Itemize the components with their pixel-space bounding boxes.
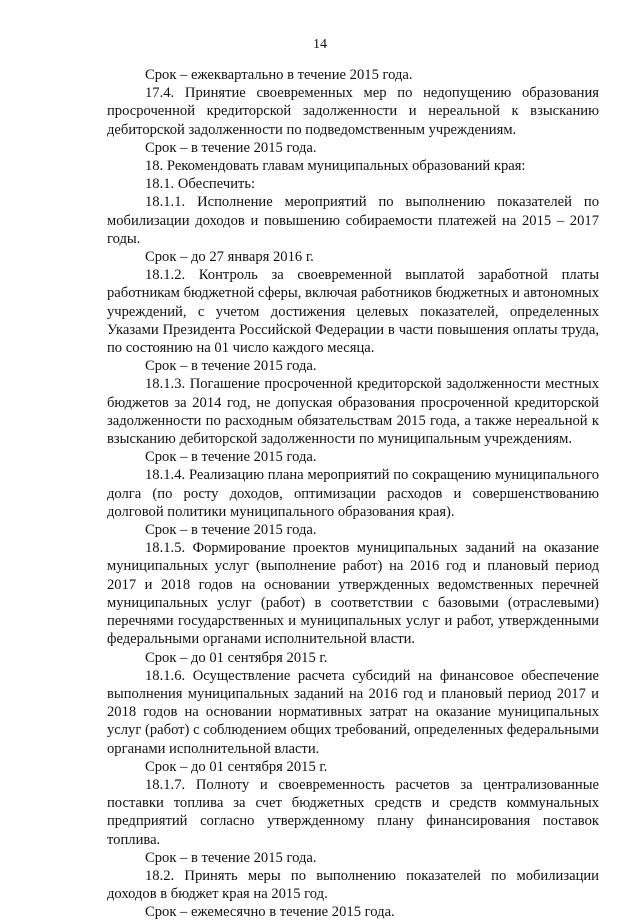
paragraph-deadline: Срок – в течение 2015 года. xyxy=(145,358,317,375)
document-body xyxy=(107,66,599,922)
paragraph-deadline: Срок – ежеквартально в течение 2015 года. xyxy=(145,67,413,83)
paragraph-18: 18. Рекомендовать главам муниципальных образований края: xyxy=(145,158,526,175)
paragraph-17-4: 17.4. Принятие своевременных мер по недопущению образования просроченной кредиторской задолженности и нереальной к взысканию дебиторской задолженности по подведомственным учреждениям. xyxy=(107,85,599,138)
paragraph-18-1-5: 18.1.5. Формирование проектов муниципальных заданий на оказание муниципальных услуг (выполнение работ) на 2016 год и плановый период 2017 и 2018 годов на основании утвержденных ведомственных перечней муниципальных услуг (работ) в соответствии с базовыми (отраслевыми) перечнями государственных и муниципальных услуг и работ, утвержденными федеральными органами исполнительной власти. xyxy=(107,540,599,648)
paragraph-18-1-3: 18.1.3. Погашение просроченной кредиторской задолженности местных бюджетов за 2014 год, не допуская образования просроченной кредиторской задолженности по расходным обязательствам 2015 года, а также нереальной к взысканию дебиторской задолженности по муниципальным учреждениям. xyxy=(107,376,599,448)
paragraph-18-1-4: 18.1.4. Реализацию плана мероприятий по сокращению муниципального долга (по росту доходов, оптимизации расходов и совершенствованию долговой политики муниципального образования края). xyxy=(107,467,599,520)
paragraph-18-1-7: 18.1.7. Полноту и своевременность расчетов за централизованные поставки топлива за счет бюджетных средств и средств коммунальных предприятий согласно утвержденному плану финансирования поставок топлива. xyxy=(107,776,599,848)
paragraph-18-1: 18.1. Обеспечить: xyxy=(145,176,256,193)
paragraph-deadline: Срок – в течение 2015 года. xyxy=(145,522,317,539)
paragraph-18-2: 18.2. Принять меры по выполнению показателей по мобилизации доходов в бюджет края на 2015 год. xyxy=(107,867,599,903)
paragraph-deadline: Срок – в течение 2015 года. xyxy=(145,449,317,466)
paragraph-deadline: Срок – до 27 января 2016 г. xyxy=(145,249,314,266)
paragraph-deadline: Срок – в течение 2015 года. xyxy=(145,849,317,866)
paragraph-deadline: Срок – ежемесячно в течение 2015 года. xyxy=(145,904,395,921)
paragraph-18-1-2: 18.1.2. Контроль за своевременной выплатой заработной платы работникам бюджетной сферы, включая работников бюджетных и автономных учреждений, с учетом достижения целевых показателей, определенных Указами Президента Российской Федерации в части повышения оплаты труда, по состоянию на 01 число каждого месяца. xyxy=(107,267,599,357)
paragraph-deadline: Срок – в течение 2015 года. xyxy=(145,139,317,156)
paragraph-deadline: Срок – до 01 сентября 2015 г. xyxy=(145,758,328,775)
paragraph-18-1-1: 18.1.1. Исполнение мероприятий по выполнению показателей по мобилизации доходов и повышению собираемости платежей на 2015 – 2017 годы. xyxy=(107,194,599,247)
paragraph-deadline: Срок – до 01 сентября 2015 г. xyxy=(145,649,328,666)
page-number: 14 xyxy=(313,37,327,52)
paragraph-18-1-6: 18.1.6. Осуществление расчета субсидий на финансовое обеспечение выполнения муниципальных заданий на 2016 год и плановый период 2017 и 2018 годов на основании нормативных затрат на оказание муниципальных услуг (работ) с соблюдением общих требований, определенных федеральными органами исполнительной власти. xyxy=(107,667,599,757)
